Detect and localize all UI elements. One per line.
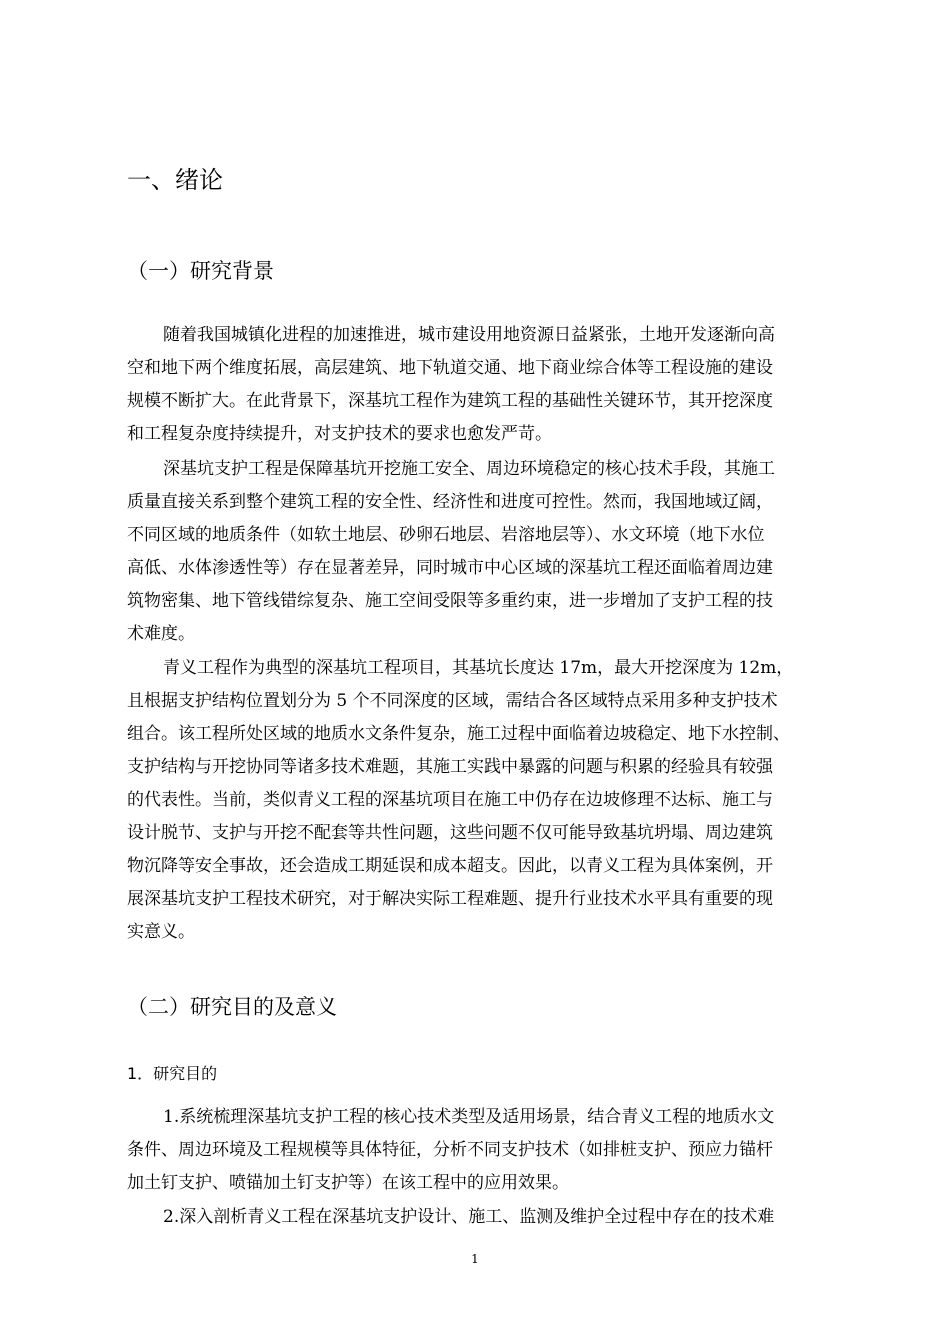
paragraph-line: 展深基坑支护工程技术研究，对于解决实际工程难题、提升行业技术水平具有重要的现 xyxy=(127,889,773,909)
paragraph-line: 随着我国城镇化进程的加速推进，城市建设用地资源日益紧张，土地开发逐渐向高 xyxy=(163,325,775,345)
page-number: 1 xyxy=(471,1252,479,1266)
subsection-title-purpose: 1．研究目的 xyxy=(127,1064,218,1083)
paragraph-line: 筑物密集、地下管线错综复杂、施工空间受限等多重约束，进一步增加了支护工程的技 xyxy=(127,591,773,611)
paragraph-line: 条件、周边环境及工程规模等具体特征，分析不同支护技术（如排桩支护、预应力锚杆 xyxy=(127,1140,773,1160)
paragraph-line: 空和地下两个维度拓展，高层建筑、地下轨道交通、地下商业综合体等工程设施的建设 xyxy=(127,358,773,378)
paragraph-line: 不同区域的地质条件（如软土地层、砂卵石地层、岩溶地层等）、水文环境（地下水位 xyxy=(127,525,765,545)
paragraph-line: 规模不断扩大。在此背景下，深基坑工程作为建筑工程的基础性关键环节，其开挖深度 xyxy=(127,391,773,411)
paragraph-line: 设计脱节、支护与开挖不配套等共性问题，这些问题不仅可能导致基坑坍塌、周边建筑 xyxy=(127,823,773,843)
paragraph-line: 和工程复杂度持续提升，对支护技术的要求也愈发严苛。 xyxy=(127,424,552,444)
paragraph-line: 质量直接关系到整个建筑工程的安全性、经济性和进度可控性。然而，我国地域辽阔， xyxy=(127,492,773,512)
paragraph-line: 的代表性。当前，类似青义工程的深基坑项目在施工中仍存在边坡修理不达标、施工与 xyxy=(127,790,773,810)
paragraph-line: 支护结构与开挖协同等诸多技术难题，其施工实践中暴露的问题与积累的经验具有较强 xyxy=(127,757,773,777)
paragraph-line: 青义工程作为典型的深基坑工程项目，其基坑长度达 17m，最大开挖深度为 12m， xyxy=(163,658,794,678)
chapter-title: 一、绪论 xyxy=(127,166,223,194)
paragraph-line: 实意义。 xyxy=(127,922,195,942)
paragraph-line: 高低、水体渗透性等）存在显著差异，同时城市中心区域的深基坑工程还面临着周边建 xyxy=(127,558,773,578)
section-title-purpose: （二）研究目的及意义 xyxy=(127,995,337,1019)
paragraph-line: 组合。该工程所处区域的地质水文条件复杂，施工过程中面临着边坡稳定、地下水控制、 xyxy=(127,724,790,744)
paragraph-line: 1.系统梳理深基坑支护工程的核心技术类型及适用场景，结合青义工程的地质水文 xyxy=(163,1107,775,1127)
paragraph-line: 深基坑支护工程是保障基坑开挖施工安全、周边环境稳定的核心技术手段，其施工 xyxy=(163,459,775,479)
section-title-background: （一）研究背景 xyxy=(127,259,274,283)
paragraph-line: 术难度。 xyxy=(127,624,195,644)
paragraph-line: 且根据支护结构位置划分为 5 个不同深度的区域，需结合各区域特点采用多种支护技术 xyxy=(127,691,778,711)
paragraph-line: 加土钉支护、喷锚加土钉支护等）在该工程中的应用效果。 xyxy=(127,1173,569,1193)
paragraph-line: 物沉降等安全事故，还会造成工期延误和成本超支。因此，以青义工程为具体案例，开 xyxy=(127,856,773,876)
paragraph-line: 2.深入剖析青义工程在深基坑支护设计、施工、监测及维护全过程中存在的技术难 xyxy=(163,1207,775,1227)
